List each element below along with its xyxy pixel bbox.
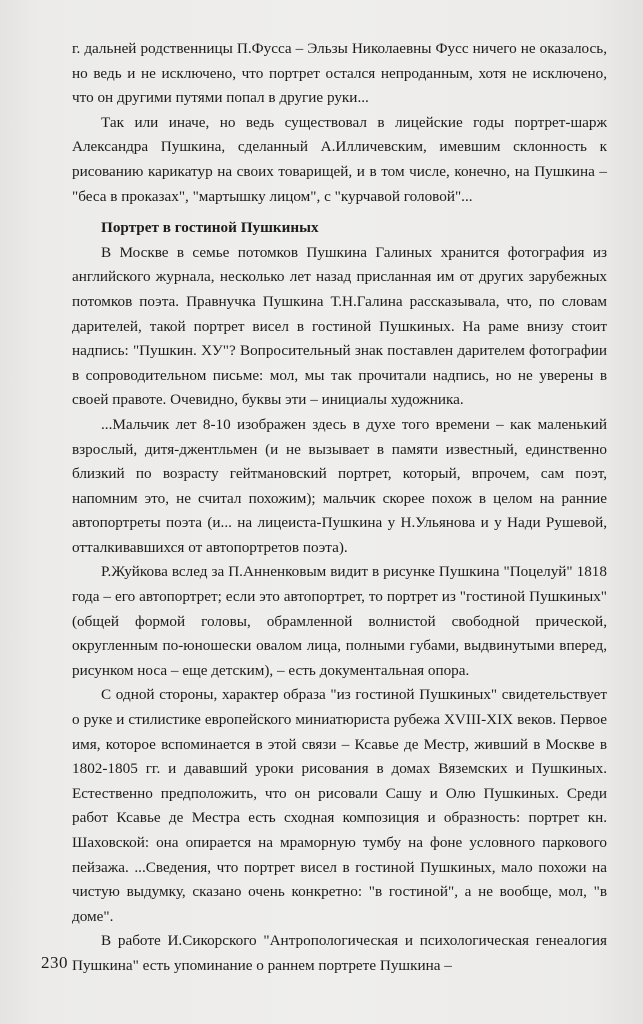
section-heading: Портрет в гостиной Пушкиных [101,219,319,237]
paragraph-boy-description: ...Мальчик лет 8-10 изображен здесь в духе того времени – как маленький взрослый, дитя-джентльмен (и не вызывает в памяти известный, единственно близкий по возрасту гейтмановский портрет, который, впрочем, сам поэт, напомним это, не считал похожим); мальчик скорее похож в целом на ранние автопортреты поэта (и... на лицеиста-Пушкина у Н.Ульянова и у Нади Рушевой, отталкивавшихся от автопортретов поэта). [72,415,607,556]
paragraph-de-maistre: С одной стороны, характер образа "из гостиной Пушкиных" свидетельствует о руке и стилистике европейского миниатюриста рубежа XVIII-XIX веков. Первое имя, которое вспоминается в этой связи – Ксавье де Местр, живший в Москве в 1802-1805 гг. и дававший уроки рисования в домах Вяземских и Пушкиных. Естественно предположить, что он рисовали Сашу и Олю Пушкиных. Среди работ Ксавье де Местра есть сходная композиция и образность: портрет кн. Шаховской: она опирается на мраморную тумбу на фоне условного паркового пейзажа. ...Сведения, что портрет висел в гостиной Пушкиных, мало похожи на чистую выдумку, сказано очень конкретно: "в гостиной", а не вообще, мол, "в доме". [72,686,607,925]
paragraph-lyceum-caricature: Так или иначе, но ведь существовал в лицейские годы портрет-шарж Александра Пушкина, сделанный А.Илличевским, имевшим склонность к рисованию карикатур на своих товарищей, и в том числе, конечно, на Пушкина – "беса в проказах", "мартышку лицом", с "курчавой головой"... [72,113,607,205]
paragraph-sikorsky: В работе И.Сикорского "Антропологическая и психологическая генеалогия Пушкина" есть упоминание о раннем портрете Пушкина – [72,932,607,974]
paragraph-galin-photo: В Москве в семье потомков Пушкина Галиных хранится фотография из английского журнала, несколько лет назад присланная им от других зарубежных потомков поэта. Правнучка Пушкина Т.Н.Галина рассказывала, что, по словам дарителей, такой портрет висел в гостиной Пушкиных. На раме внизу стоит надпись: "Пушкин. ХУ"? Вопросительный знак поставлен дарителем фотографии в сопроводительном письме: мол, мы так прочитали надпись, но не уверены в своей правоте. Очевидно, буквы эти – инициалы художника. [72,243,607,409]
body-text [72,37,607,979]
paragraph-continuation: г. дальней родственницы П.Фусса – Эльзы Николаевны Фусс ничего не оказалось, но ведь и не исключено, что портрет остался непроданным, хотя не исключено, что он другими путями попал в другие руки... [72,40,607,107]
paragraph-zhuykova: Р.Жуйкова вслед за П.Анненковым видит в рисунке Пушкина "Поцелуй" 1818 года – его автопортрет; если это автопортрет, то портрет из "гостиной Пушкиных" (общей формой головы, обрамленной волнистой свободной прической, округленным по-юношески овалом лица, полными губами, выдвинутыми вперед, рисунком носа – еще детским), – есть документальная опора. [72,563,607,679]
page-number: 230 [41,953,68,972]
